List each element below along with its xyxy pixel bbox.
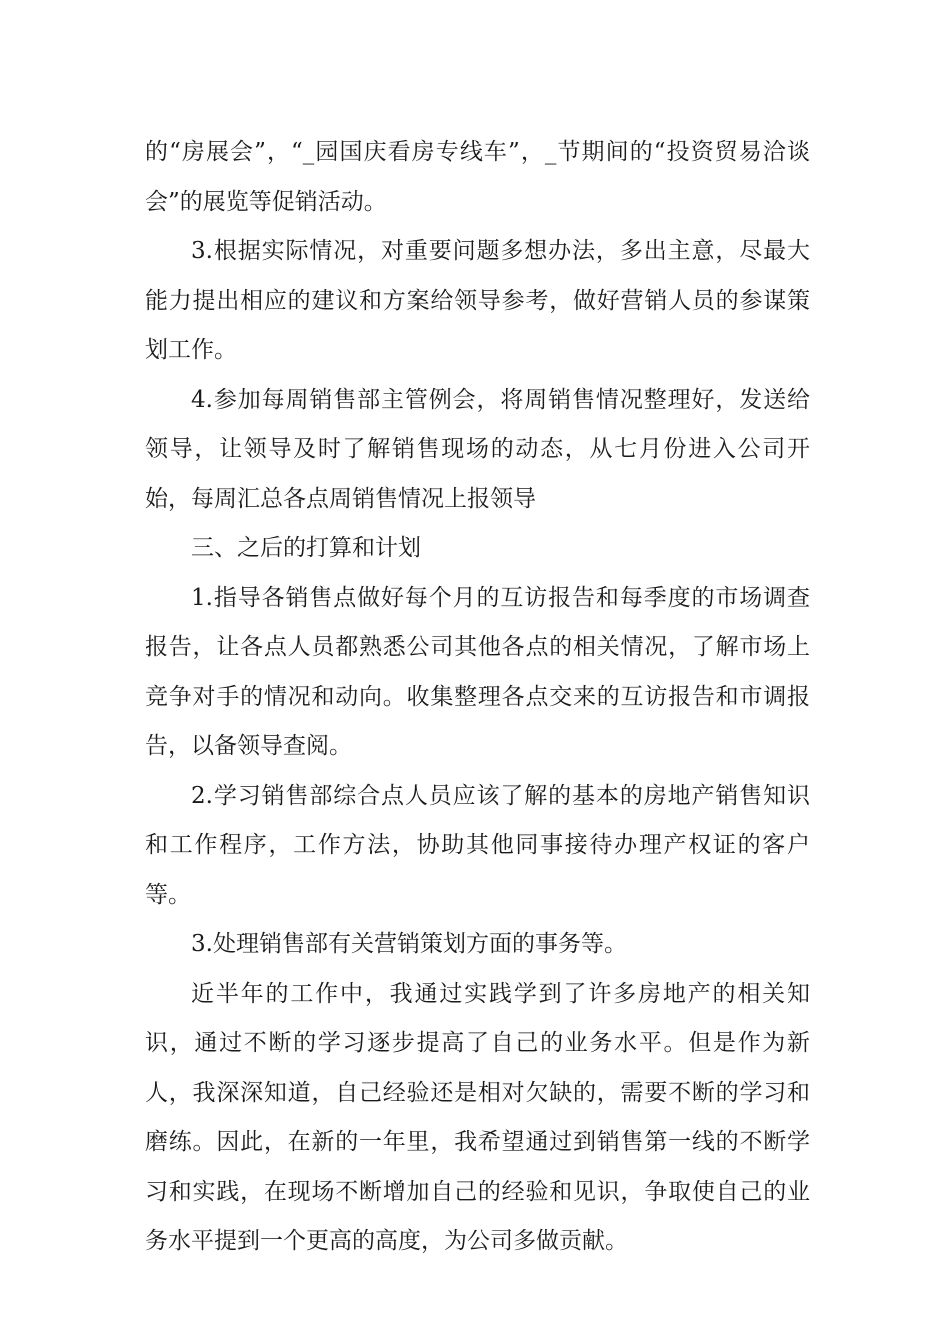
plan-item-1: 1.指导各销售点做好每个月的互访报告和每季度的市场调查报告，让各点人员都熟悉公司其他各点的相关情况，了解市场上竞争对手的情况和动向。收集整理各点交来的互访报告和市调报告，以备领导查阅。 — [145, 584, 810, 759]
document-body — [145, 128, 810, 1267]
plan-item-3: 3.处理销售部有关营销策划方面的事务等。 — [191, 931, 627, 957]
paragraph-item-3: 3.根据实际情况，对重要问题多想办法，多出主意，尽最大能力提出相应的建议和方案给领导参考，做好营销人员的参谋策划工作。 — [145, 238, 810, 363]
section-heading: 三、之后的打算和计划 — [191, 535, 421, 561]
paragraph-item-4: 4.参加每周销售部主管例会，将周销售情况整理好，发送给领导，让领导及时了解销售现场的动态，从七月份进入公司开始，每周汇总各点周销售情况上报领导 — [145, 386, 810, 512]
paragraph-continuation: 的“房展会”，“_园国庆看房专线车”，_节期间的“投资贸易洽谈会”的展览等促销活动。 — [145, 139, 810, 215]
plan-item-2: 2.学习销售部综合点人员应该了解的基本的房地产销售知识和工作程序，工作方法，协助其他同事接待办理产权证的客户等。 — [145, 782, 810, 908]
conclusion-paragraph: 近半年的工作中，我通过实践学到了许多房地产的相关知识，通过不断的学习逐步提高了自己的业务水平。但是作为新人，我深深知道，自己经验还是相对欠缺的，需要不断的学习和磨练。因此，在新的一年里，我希望通过到销售第一线的不断学习和实践，在现场不断增加自己的经验和见识，争取使自己的业务水平提到一个更高的高度，为公司多做贡献。 — [145, 980, 810, 1254]
